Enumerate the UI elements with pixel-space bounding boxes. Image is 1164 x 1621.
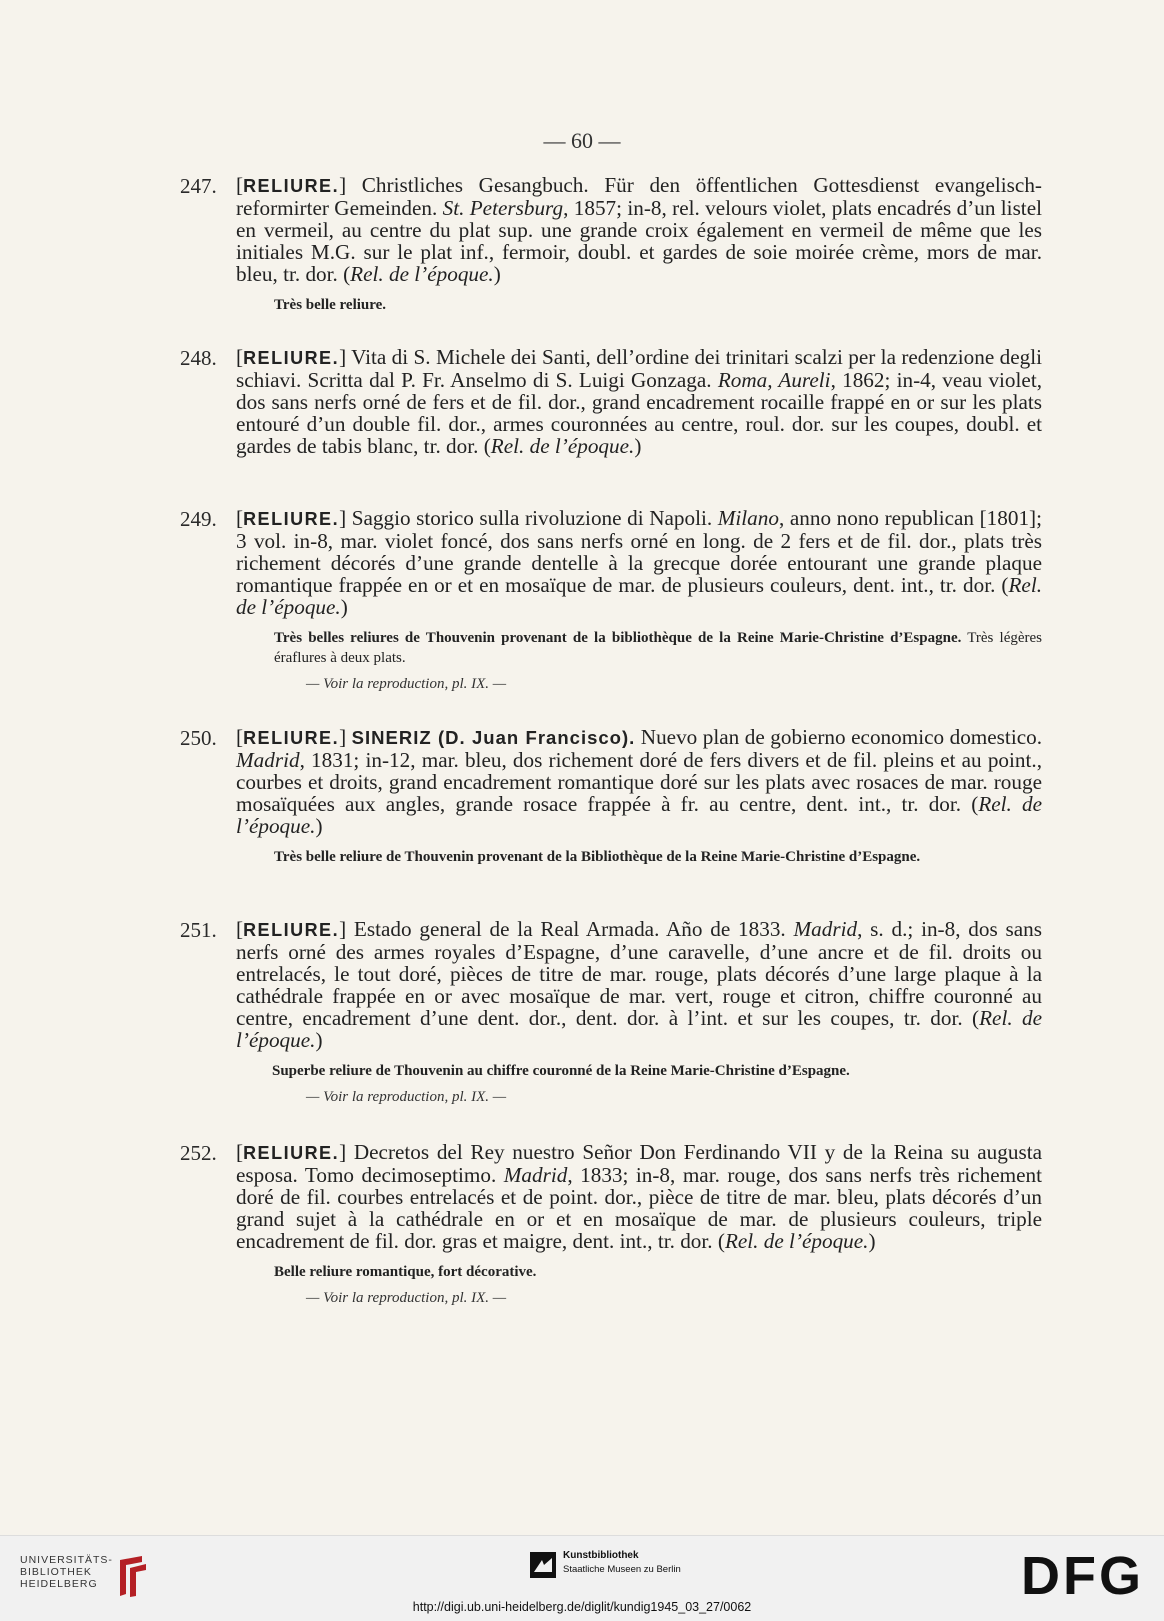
entry-description: [RELIURE.] Estado general de la Real Armada. Año de 1833. Madrid, s. d.; in-8, dos sans nerfs orné des armes royales d’Espagne, d’une caravelle, d’une ancre et de fil. droits ou entrelacés, le tout doré, pièces de titre de mar. rouge, plats décorés d’une large plaque à la cathédrale frappée en or avec mosaïque de mar. vert, rouge et citron, chiffre couronné au centre, encadrement d’une dent. dor., dent. dor. à l’int. et sur les coupes, tr. dor. (Rel. de l’époque.)	[236, 917, 1042, 1052]
entry-description: [RELIURE.] SINERIZ (D. Juan Francisco). Nuevo plan de gobierno economico domestico. Madrid, 1831; in-12, mar. bleu, dos richement doré de fers divers et de fil. pleins et au point., courbes et droits, grand encadrement romantique doré sur les plats avec rosaces de mar. rouge mosaïquées aux angles, grande rosace frappée à fr. au centre, dent. int., tr. dor. (Rel. de l’époque.)	[236, 725, 1043, 838]
entry-number: 252.	[180, 1141, 217, 1165]
entry-text: , s. d.; in-8, dos sans nerfs orné des armes royales d’Espagne, d’une caravelle, d’une ancre et de fil. droits ou entrelacés, le tout doré, pièces de titre de mar. rouge, plats décorés d’une large plaque à la cathédrale frappée en or avec mosaïque de mar. vert, rouge et citron, chiffre couronné au centre, encadrement d’une dent. dor., dent. dor. à l’int. et sur les coupes, tr. dor. (	[236, 917, 1042, 1030]
entry-text: Nuevo plan de gobierno economico domestico.	[635, 725, 1042, 749]
kunstbibliothek-logo[interactable]	[530, 1548, 730, 1593]
entry-binding-date: Rel. de l’époque.	[350, 262, 494, 286]
catalogue-entry-251	[180, 917, 1042, 1106]
dfg-logo[interactable]: DFG	[1021, 1546, 1144, 1606]
permalink-url[interactable]: http://digi.ub.uni-heidelberg.de/diglit/kundig1945_03_27/0062	[412, 1600, 752, 1614]
entry-place: St. Petersburg	[442, 196, 564, 220]
entry-heading: RELIURE.	[243, 728, 340, 748]
entry-heading: RELIURE.	[243, 509, 340, 529]
entry-binding-date: Rel. de l’époque.	[724, 1229, 869, 1253]
digitization-footer	[0, 1535, 1164, 1621]
page-number: — 60 —	[543, 128, 621, 153]
entry-text: Christliches Gesangbuch. Für den öffentlichen Gottesdienst evangelisch-reformirter Gemeinden.	[236, 173, 1042, 220]
entry-description: [RELIURE.] Decretos del Rey nuestro Señor Don Ferdinando VII y de la Reina su augusta esposa. Tomo decimoseptimo. Madrid, 1833; in-8, mar. rouge, dos sans nerfs très richement doré de fil. courbes entrelacés et de point. dor., pièce de titre de mar. bleu, plats décorés d’un grand sujet à la cathédrale en or et en mosaïque de mar. de plusieurs couleurs, triple encadrement de fil. dor. gras et maigre, dent. int., tr. dor. (Rel. de l’époque.)	[236, 1140, 1042, 1253]
entry-number: 248.	[180, 346, 217, 370]
entry-number: 249.	[180, 507, 217, 531]
entry-heading: RELIURE.	[243, 348, 340, 368]
entry-text: , 1862; in-4, veau violet, dos sans nerfs orné de fers et de fil. dor., grand encadrement rocaille frappé en or sur les plats entouré d’un double fil. dor., armes couronnées au centre, roul. dor. sur les coupes, doubl. et gardes de tabis blanc, tr. dor. (	[236, 368, 1042, 458]
entry-binding-date: Rel. de l’époque.	[236, 792, 1043, 838]
entry-note	[236, 628, 1042, 668]
museum-mark-icon	[530, 1552, 556, 1578]
entry-text: )	[493, 262, 501, 286]
library-mark-icon	[112, 1554, 152, 1598]
entry-note: Superbe reliure de Thouvenin au chiffre couronné de la Reine Marie-Christine d’Espagne.	[272, 1063, 850, 1079]
entry-text: )	[315, 1028, 323, 1052]
entry-note-bold: Très belles reliures de Thouvenin provenant de la bibliothèque de la Reine Marie-Christine d’Espagne.	[274, 630, 962, 646]
entry-note-extra: Très légères éraflures à deux plats.	[274, 630, 1043, 666]
entry-description: [RELIURE.] Christliches Gesangbuch. Für den öffentlichen Gottesdienst evangelisch-reformirter Gemeinden. St. Petersburg, 1857; in-8, rel. velours violet, plats encadrés d’un listel en vermeil, au centre du plat sup. une grande croix également en vermeil de même que les initiales M.G. sur le plat inf., fermoir, doubl. et gardes de soie moirée crème, mors de mar. bleu, tr. dor. (Rel. de l’époque.)	[236, 173, 1042, 286]
entry-place: Roma, Aureli	[717, 368, 831, 392]
catalogue-entry-250	[180, 725, 1043, 867]
entry-text: Estado general de la Real Armada. Año de 1833.	[346, 917, 794, 941]
entry-text: )	[634, 434, 642, 458]
entry-heading: RELIURE.	[243, 176, 340, 196]
entry-text: )	[340, 595, 348, 619]
library-name	[20, 1554, 113, 1590]
entry-text: , 1857; in-8, rel. velours violet, plats encadrés d’un listel en vermeil, au centre du plat sup. une grande croix également en vermeil de même que les initiales M.G. sur le plat inf., fermoir, doubl. et gardes de soie moirée crème, mors de mar. bleu, tr. dor. (	[236, 196, 1042, 286]
catalogue-entry-247	[180, 173, 1042, 315]
reproduction-reference: — Voir la reproduction, pl. IX. —	[306, 1290, 507, 1306]
entry-binding-date: Rel. de l’époque.	[236, 1006, 1042, 1052]
entry-number: 251.	[180, 918, 217, 942]
entry-binding-date: Rel. de l’époque.	[490, 434, 635, 458]
library-name-line: BIBLIOTHEK	[20, 1566, 92, 1578]
reproduction-reference: — Voir la reproduction, pl. IX. —	[306, 676, 507, 692]
entry-note: Très belle reliure.	[274, 297, 387, 313]
entry-place: Madrid	[793, 917, 858, 941]
entry-text: Saggio storico sulla rivoluzione di Napoli.	[346, 506, 718, 530]
entry-description: [RELIURE.] Vita di S. Michele dei Santi, dell’ordine dei trinitari scalzi per la redenzione degli schiavi. Scritta dal P. Fr. Anselmo di S. Luigi Gonzaga. Roma, Aureli, 1862; in-4, veau violet, dos sans nerfs orné de fers et de fil. dor., grand encadrement rocaille frappé en or sur les plats entouré d’un double fil. dor., armes couronnées au centre, roul. dor. sur les coupes, doubl. et gardes de tabis blanc, tr. dor. (Rel. de l’époque.)	[236, 345, 1042, 458]
entry-place: Madrid	[236, 748, 300, 772]
heidelberg-library-logo[interactable]	[20, 1554, 160, 1604]
entry-number: 247.	[180, 174, 217, 198]
kunstbibliothek-title: Kunstbibliothek	[563, 1550, 639, 1561]
entry-text: Vita di S. Michele dei Santi, dell’ordine dei trinitari scalzi per la redenzione degli schiavi. Scritta dal P. Fr. Anselmo di S. Luigi Gonzaga.	[236, 345, 1042, 392]
library-name-line: HEIDELBERG	[20, 1578, 98, 1590]
catalogue-entry-248	[180, 345, 1042, 458]
entry-note: Très belle reliure de Thouvenin provenant de la Bibliothèque de la Reine Marie-Christine d’Espagne.	[274, 849, 921, 865]
entry-place: Madrid	[503, 1163, 568, 1187]
entry-binding-date: Rel. de l’époque.	[236, 573, 1042, 619]
entry-note: Belle reliure romantique, fort décorative.	[274, 1264, 537, 1280]
catalogue-entry-252	[180, 1140, 1042, 1307]
entry-description: [RELIURE.] Saggio storico sulla rivoluzione di Napoli. Milano, anno nono republican [1801]; 3 vol. in-8, mar. violet foncé, dos sans nerfs orné en long. de 2 fers et de fil. dor., plats très richement décorés d’une grande dentelle à la grecque dorée entourant une grande plaque romantique frappée en or et en mosaïque de mar. de plusieurs couleurs, dent. int., tr. dor. (Rel. de l’époque.)	[236, 506, 1042, 619]
catalogue-entry-249	[180, 506, 1043, 693]
entry-text: , 1833; in-8, mar. rouge, dos sans nerfs très richement doré de fil. courbes entrelacés et de point. dor., pièce de titre de mar. bleu, plats décorés d’un grand sujet à la cathédrale en or et en mosaïque de mar. de plusieurs couleurs, triple encadrement de fil. dor. gras et maigre, dent. int., tr. dor. (	[236, 1163, 1042, 1253]
entry-place: Milano	[717, 506, 779, 530]
entry-text: , anno nono republican [1801]; 3 vol. in-8, mar. violet foncé, dos sans nerfs orné en long. de 2 fers et de fil. dor., plats très richement décorés d’une grande dentelle à la grecque dorée entourant une grande plaque romantique frappée en or et en mosaïque de mar. de plusieurs couleurs, dent. int., tr. dor. (	[236, 506, 1042, 597]
entry-text: )	[315, 814, 323, 838]
entry-text: )	[868, 1229, 876, 1253]
kunstbibliothek-subtitle: Staatliche Museen zu Berlin	[563, 1564, 681, 1575]
library-name-line: UNIVERSITÄTS-	[20, 1554, 113, 1566]
entry-author: SINERIZ (D. Juan Francisco).	[351, 727, 636, 748]
entry-number: 250.	[180, 726, 217, 750]
entry-text: , 1831; in-12, mar. bleu, dos richement doré de fers divers et de fil. pleins et au point., courbes et droits, grand encadrement romantique doré sur les plats avec rosaces de mar. rouge mosaïquées aux angles, grande rosace frappée à fr. au centre, dent. int., tr. dor. (	[236, 748, 1042, 816]
entry-heading: RELIURE.	[243, 920, 340, 940]
entry-heading: RELIURE.	[243, 1143, 340, 1163]
reproduction-reference: — Voir la reproduction, pl. IX. —	[306, 1089, 507, 1105]
entry-text: Decretos del Rey nuestro Señor Don Ferdinando VII y de la Reina su augusta esposa. Tomo decimoseptimo.	[236, 1140, 1042, 1187]
